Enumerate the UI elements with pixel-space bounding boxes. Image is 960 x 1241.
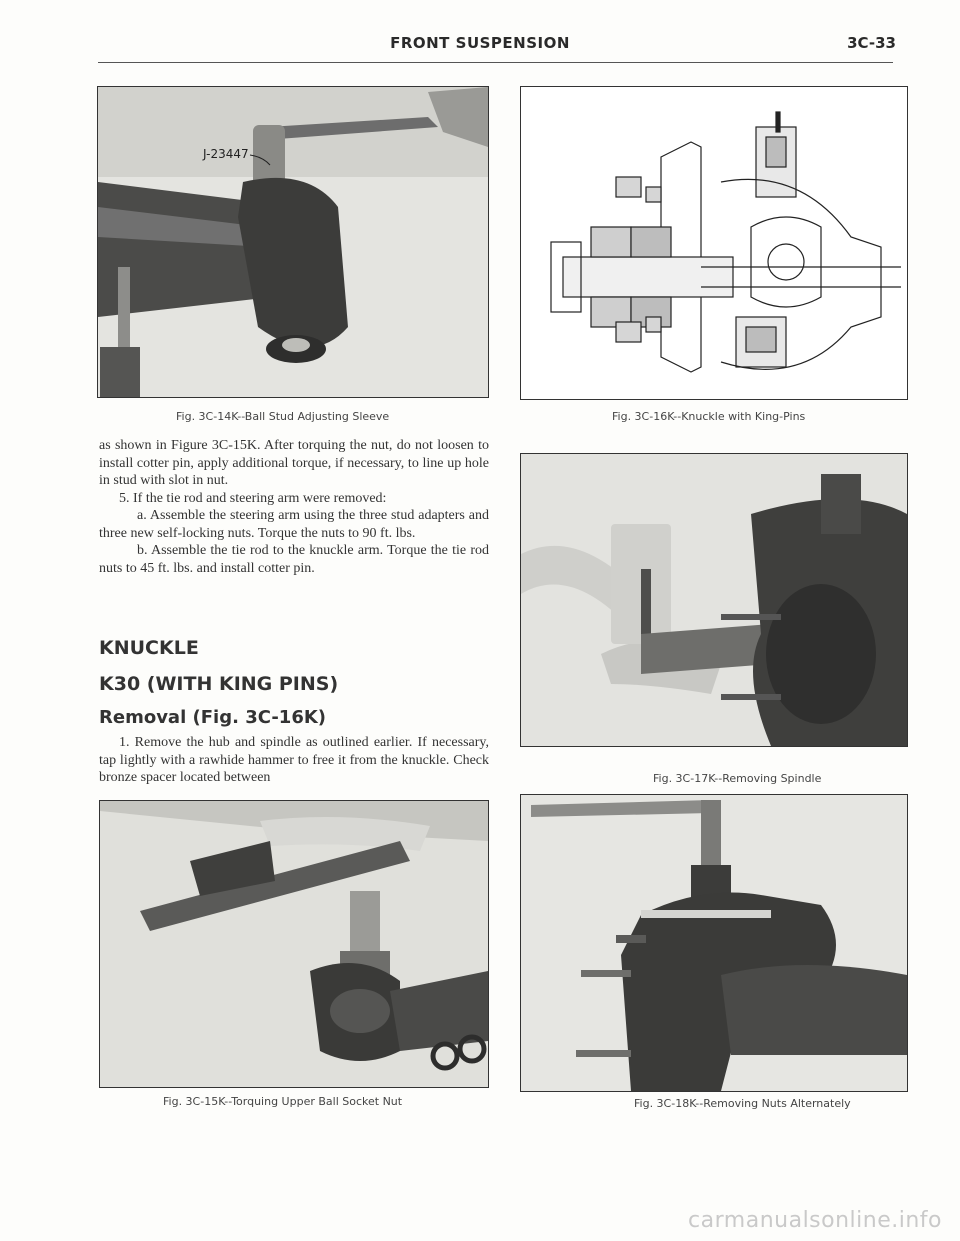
photo-ball-stud-sleeve	[98, 87, 488, 397]
body-text-removal	[99, 734, 489, 787]
page-title: FRONT SUSPENSION	[390, 34, 570, 52]
caption-fig-3c-16k: Fig. 3C-16K--Knuckle with King-Pins	[612, 410, 806, 423]
caption-fig-3c-17k: Fig. 3C-17K--Removing Spindle	[653, 772, 822, 785]
step-5b: b. Assemble the tie rod to the knuckle arm. Torque the tie rod nuts to 45 ft. lbs. and install cotter pin.	[99, 543, 489, 576]
figure-knuckle-with-king-pins	[520, 86, 908, 400]
step-1: 1. Remove the hub and spindle as outlined earlier. If necessary, tap lightly with a rawhide hammer to free it from the knuckle. Check bronze spacer located between	[99, 735, 489, 785]
callout-tool-number: J-23447	[203, 147, 249, 161]
photo-removing-spindle	[521, 454, 907, 746]
page-number: 3C-33	[847, 34, 896, 52]
step-5: 5. If the tie rod and steering arm were removed:	[119, 490, 387, 506]
figure-torquing-upper-ball-socket-nut	[99, 800, 489, 1088]
heading-knuckle: KNUCKLE	[99, 637, 199, 659]
figure-removing-nuts-alternately	[520, 794, 908, 1092]
photo-removing-nuts	[521, 795, 907, 1091]
heading-k30: K30 (WITH KING PINS)	[99, 673, 339, 695]
body-text-continuation	[99, 437, 489, 577]
heading-removal: Removal (Fig. 3C-16K)	[99, 707, 327, 728]
header-rule	[98, 62, 893, 63]
watermark: carmanualsonline.info	[688, 1208, 942, 1233]
step-5a: a. Assemble the steering arm using the three stud adapters and three new self-locking nuts. Torque the nuts to 90 ft. lbs.	[99, 508, 489, 541]
figure-ball-stud-adjusting-sleeve	[97, 86, 489, 398]
caption-fig-3c-14k: Fig. 3C-14K--Ball Stud Adjusting Sleeve	[176, 410, 390, 423]
caption-fig-3c-18k: Fig. 3C-18K--Removing Nuts Alternately	[634, 1097, 851, 1110]
figure-removing-spindle	[520, 453, 908, 747]
diagram-knuckle-cross-section	[521, 87, 907, 399]
photo-torquing-nut	[100, 801, 488, 1087]
caption-fig-3c-15k: Fig. 3C-15K--Torquing Upper Ball Socket Nut	[163, 1095, 403, 1108]
paragraph-torque-note: as shown in Figure 3C-15K. After torquing the nut, do not loosen to install cotter pin, apply additional torque, if necessary, to line up hole in stud with slot in nut.	[99, 438, 489, 488]
